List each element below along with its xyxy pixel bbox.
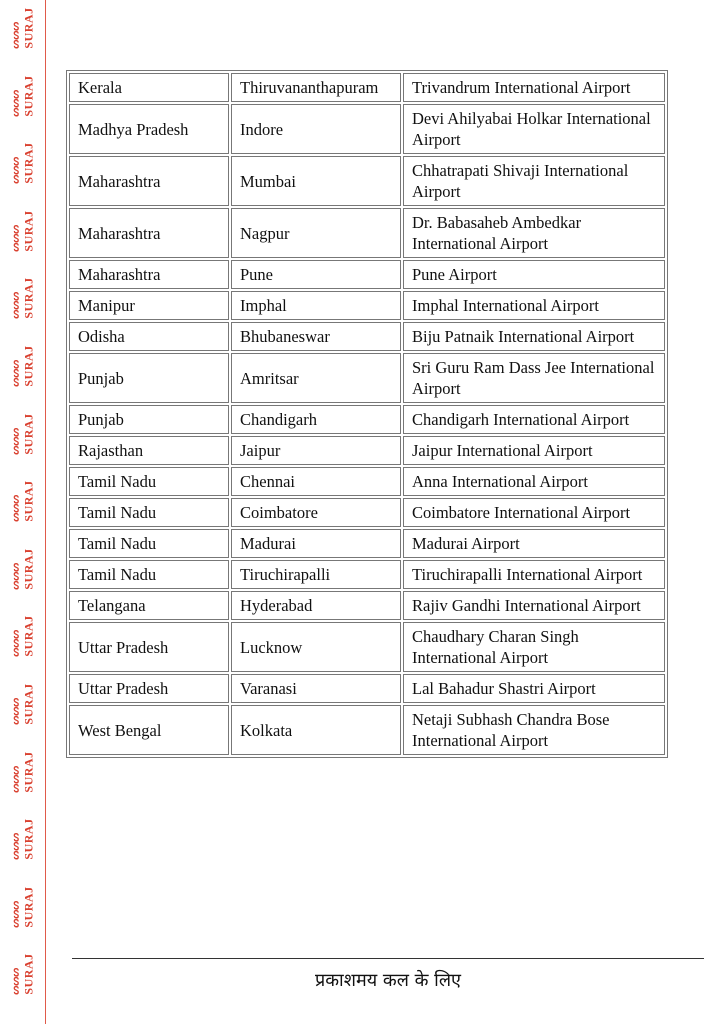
state-cell: Tamil Nadu	[69, 467, 229, 496]
city-cell: Mumbai	[231, 156, 401, 206]
table-row	[69, 156, 665, 206]
suraj-logo-icon: ᔕᔕᔕ SURAJ	[11, 548, 37, 590]
airport-cell: Netaji Subhash Chandra Bose International Airport	[403, 705, 665, 755]
state-cell: Manipur	[69, 291, 229, 320]
table-row	[69, 622, 665, 672]
state-cell: Rajasthan	[69, 436, 229, 465]
airport-table-body	[69, 73, 665, 755]
suraj-logo-icon: ᔕᔕᔕ SURAJ	[11, 818, 37, 860]
table-row	[69, 405, 665, 434]
city-cell: Lucknow	[231, 622, 401, 672]
city-cell: Tiruchirapalli	[231, 560, 401, 589]
state-cell: Punjab	[69, 353, 229, 403]
table-row	[69, 705, 665, 755]
state-cell: Kerala	[69, 73, 229, 102]
state-cell: Odisha	[69, 322, 229, 351]
table-row	[69, 322, 665, 351]
table-row	[69, 104, 665, 154]
state-cell: Tamil Nadu	[69, 560, 229, 589]
margin-strip	[0, 0, 46, 1024]
city-cell: Coimbatore	[231, 498, 401, 527]
suraj-logo-icon: ᔕᔕᔕ SURAJ	[11, 75, 37, 117]
state-cell: Maharashtra	[69, 208, 229, 258]
airport-cell: Sri Guru Ram Dass Jee International Airport	[403, 353, 665, 403]
suraj-logo-icon: ᔕᔕᔕ SURAJ	[11, 615, 37, 657]
city-cell: Madurai	[231, 529, 401, 558]
table-row	[69, 291, 665, 320]
table-row	[69, 208, 665, 258]
suraj-logo-icon: ᔕᔕᔕ SURAJ	[11, 480, 37, 522]
city-cell: Chennai	[231, 467, 401, 496]
state-cell: Tamil Nadu	[69, 529, 229, 558]
city-cell: Kolkata	[231, 705, 401, 755]
footer-tagline: प्रकाशमय कल के लिए	[314, 970, 461, 991]
table-row	[69, 498, 665, 527]
suraj-logo-icon: ᔕᔕᔕ SURAJ	[11, 413, 37, 455]
suraj-logo-icon: ᔕᔕᔕ SURAJ	[11, 683, 37, 725]
city-cell: Nagpur	[231, 208, 401, 258]
city-cell: Pune	[231, 260, 401, 289]
state-cell: Tamil Nadu	[69, 498, 229, 527]
table-row	[69, 529, 665, 558]
suraj-logo-icon: ᔕᔕᔕ SURAJ	[11, 751, 37, 793]
city-cell: Indore	[231, 104, 401, 154]
city-cell: Bhubaneswar	[231, 322, 401, 351]
airport-cell: Chandigarh International Airport	[403, 405, 665, 434]
state-cell: Telangana	[69, 591, 229, 620]
airport-table-container	[66, 70, 658, 758]
state-cell: Uttar Pradesh	[69, 674, 229, 703]
airport-cell: Coimbatore International Airport	[403, 498, 665, 527]
airport-cell: Trivandrum International Airport	[403, 73, 665, 102]
state-cell: Uttar Pradesh	[69, 622, 229, 672]
city-cell: Chandigarh	[231, 405, 401, 434]
state-cell: Maharashtra	[69, 260, 229, 289]
airport-cell: Dr. Babasaheb Ambedkar International Airport	[403, 208, 665, 258]
suraj-logo-icon: ᔕᔕᔕ SURAJ	[11, 210, 37, 252]
table-row	[69, 260, 665, 289]
state-cell: Maharashtra	[69, 156, 229, 206]
airport-cell: Jaipur International Airport	[403, 436, 665, 465]
airport-cell: Chhatrapati Shivaji International Airport	[403, 156, 665, 206]
suraj-logo-icon: ᔕᔕᔕ SURAJ	[11, 7, 37, 49]
table-row	[69, 560, 665, 589]
city-cell: Thiruvananthapuram	[231, 73, 401, 102]
airport-cell: Imphal International Airport	[403, 291, 665, 320]
suraj-logo-icon: ᔕᔕᔕ SURAJ	[11, 277, 37, 319]
airport-cell: Chaudhary Charan Singh International Airport	[403, 622, 665, 672]
airport-cell: Pune Airport	[403, 260, 665, 289]
table-row	[69, 73, 665, 102]
city-cell: Hyderabad	[231, 591, 401, 620]
table-row	[69, 353, 665, 403]
table-row	[69, 591, 665, 620]
suraj-logo-icon: ᔕᔕᔕ SURAJ	[11, 886, 37, 928]
margin-line	[45, 0, 46, 1024]
city-cell: Varanasi	[231, 674, 401, 703]
airport-cell: Madurai Airport	[403, 529, 665, 558]
airport-cell: Anna International Airport	[403, 467, 665, 496]
airport-cell: Tiruchirapalli International Airport	[403, 560, 665, 589]
airport-cell: Rajiv Gandhi International Airport	[403, 591, 665, 620]
airport-cell: Devi Ahilyabai Holkar International Airport	[403, 104, 665, 154]
city-cell: Amritsar	[231, 353, 401, 403]
city-cell: Imphal	[231, 291, 401, 320]
table-row	[69, 674, 665, 703]
table-row	[69, 436, 665, 465]
city-cell: Jaipur	[231, 436, 401, 465]
state-cell: West Bengal	[69, 705, 229, 755]
suraj-logo-icon: ᔕᔕᔕ SURAJ	[11, 142, 37, 184]
airport-cell: Lal Bahadur Shastri Airport	[403, 674, 665, 703]
table-row	[69, 467, 665, 496]
suraj-logo-icon: ᔕᔕᔕ SURAJ	[11, 345, 37, 387]
state-cell: Madhya Pradesh	[69, 104, 229, 154]
state-cell: Punjab	[69, 405, 229, 434]
airport-table	[66, 70, 668, 758]
airport-cell: Biju Patnaik International Airport	[403, 322, 665, 351]
suraj-logo-icon: ᔕᔕᔕ SURAJ	[11, 953, 37, 995]
footer-divider	[72, 958, 704, 959]
